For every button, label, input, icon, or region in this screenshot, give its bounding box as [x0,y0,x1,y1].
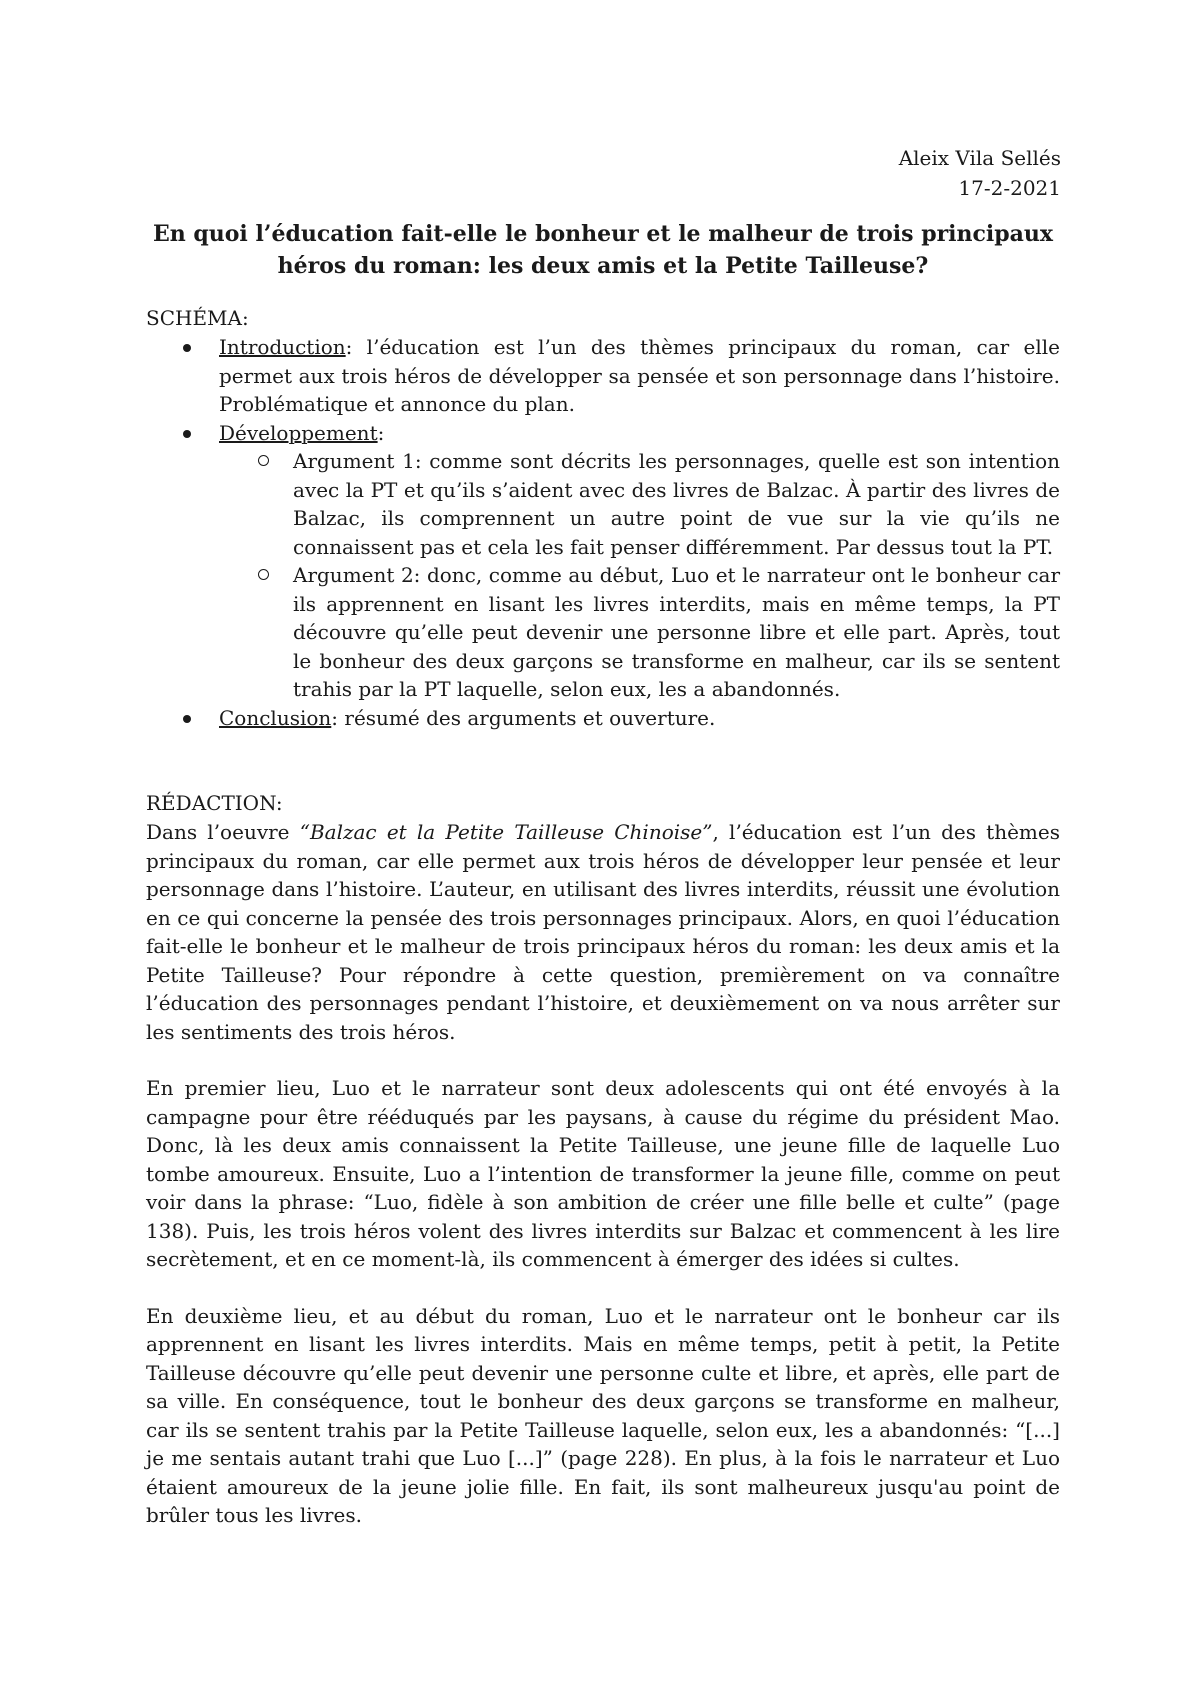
paragraph-introduction [146,818,1060,1046]
spacer [146,1046,1060,1074]
title-line-2: héros du roman: les deux amis et la Petite Tailleuse? [277,253,929,279]
essay-title [146,218,1060,282]
circle-bullet-icon [258,569,269,580]
schema-item-label: Développement [219,420,378,445]
schema-sublist [219,447,1060,704]
schema-item-developpement [219,419,1060,704]
schema-subitem-text: Argument 2: donc, comme au début, Luo et le narrateur ont le bonheur car ils apprennent en lisant les livres interdits, mais en même temps, la PT découvre qu’elle peut devenir une personne libre et elle part. Après, tout le bonheur des deux garçons se transforme en malheur, car ils se sentent trahis par la PT laquelle, selon eux, les a abandonnés. [293,563,1060,701]
schema-list [146,333,1060,732]
author-name: Aleix Vila Sellés [898,146,1061,170]
paragraph-second-argument: En deuxième lieu, et au début du roman, Luo et le narrateur ont le bonheur car ils apprennent en lisant les livres interdits. Mais en même temps, petit à petit, la Petite Tailleuse découvre qu’elle peut devenir une personne culte et libre, et après, elle part de sa ville. En conséquence, tout le bonheur des deux garçons se transforme en malheur, car ils se sentent trahis par la Petite Tailleuse laquelle, selon eux, les a abandonnés: “[...] je me sentais autant trahi que Luo [...]” (page 228). En plus, à la fois le narrateur et Luo étaient amoureux de la jeune jolie fille. En fait, ils sont malheureux jusqu'au point de brûler tous les livres. [146,1303,1060,1527]
paragraph-text: Dans l’oeuvre [146,820,300,844]
spacer [146,732,1060,789]
circle-bullet-icon [258,455,269,466]
bullet-dot-icon [183,430,191,438]
document-page [146,143,1060,1530]
schema-item-conclusion [219,704,1060,733]
schema-subitem-argument-1 [293,447,1060,561]
schema-heading: SCHÉMA: [146,306,249,330]
book-title: “Balzac et la Petite Tailleuse Chinoise” [299,820,713,844]
bullet-dot-icon [183,344,191,352]
paragraph-text: , l’éducation est l’un des thèmes principaux du roman, car elle permet aux trois héros de développer leur pensée et leur personnage dans l’histoire. L’auteur, en utilisant des livres interdits, réussit une évolution en ce qui concerne la pensée des trois personnages principaux. Alors, en quoi l’éducation fait-elle le bonheur et le malheur de trois principaux héros du roman: les deux amis et la Petite Tailleuse? Pour répondre à cette question, premièrement on va connaître l’éducation des personnages pendant l’histoire, et deuxièmement on va nous arrêter sur les sentiments des trois héros. [146,820,1060,1044]
schema-subitem-text: Argument 1: comme sont décrits les personnages, quelle est son intention avec la PT et qu’ils s’aident avec des livres de Balzac. À partir des livres de Balzac, ils comprennent un autre point de vue sur la vie qu’ils ne connaissent pas et cela les fait penser différemment. Par dessus tout la PT. [293,449,1060,559]
schema-item-text: : résumé des arguments et ouverture. [331,705,716,730]
schema-item-text: : [377,420,385,445]
schema-item-label: Introduction [219,335,346,359]
schema-item-introduction [219,333,1060,419]
spacer [146,1274,1060,1302]
title-line-1: En quoi l’éducation fait-elle le bonheur et le malheur de trois principaux [152,221,1054,247]
schema-item-text: : l’éducation est l’un des thèmes principaux du roman, car elle permet aux trois héros de développer sa pensée et son personnage dans l’histoire. Problématique et annonce du plan. [219,335,1060,416]
bullet-dot-icon [183,715,191,723]
schema-subitem-argument-2 [293,561,1060,704]
redaction-heading: RÉDACTION: [146,791,283,815]
author-block [146,143,1061,203]
schema-item-label: Conclusion [219,705,332,730]
paragraph-first-argument: En premier lieu, Luo et le narrateur sont deux adolescents qui ont été envoyés à la campagne pour être rééduqués par les paysans, à cause du régime du président Mao. Donc, là les deux amis connaissent la Petite Tailleuse, une jeune fille de laquelle Luo tombe amoureux. Ensuite, Luo a l’intention de transformer la jeune fille, comme on peut voir dans la phrase: “Luo, fidèle à son ambition de créer une fille belle et culte” (page 138). Puis, les trois héros volent des livres interdits sur Balzac et commencent à les lire secrètement, et en ce moment-là, ils commencent à émerger des idées si cultes. [146,1076,1060,1271]
document-date: 17-2-2021 [958,176,1061,200]
